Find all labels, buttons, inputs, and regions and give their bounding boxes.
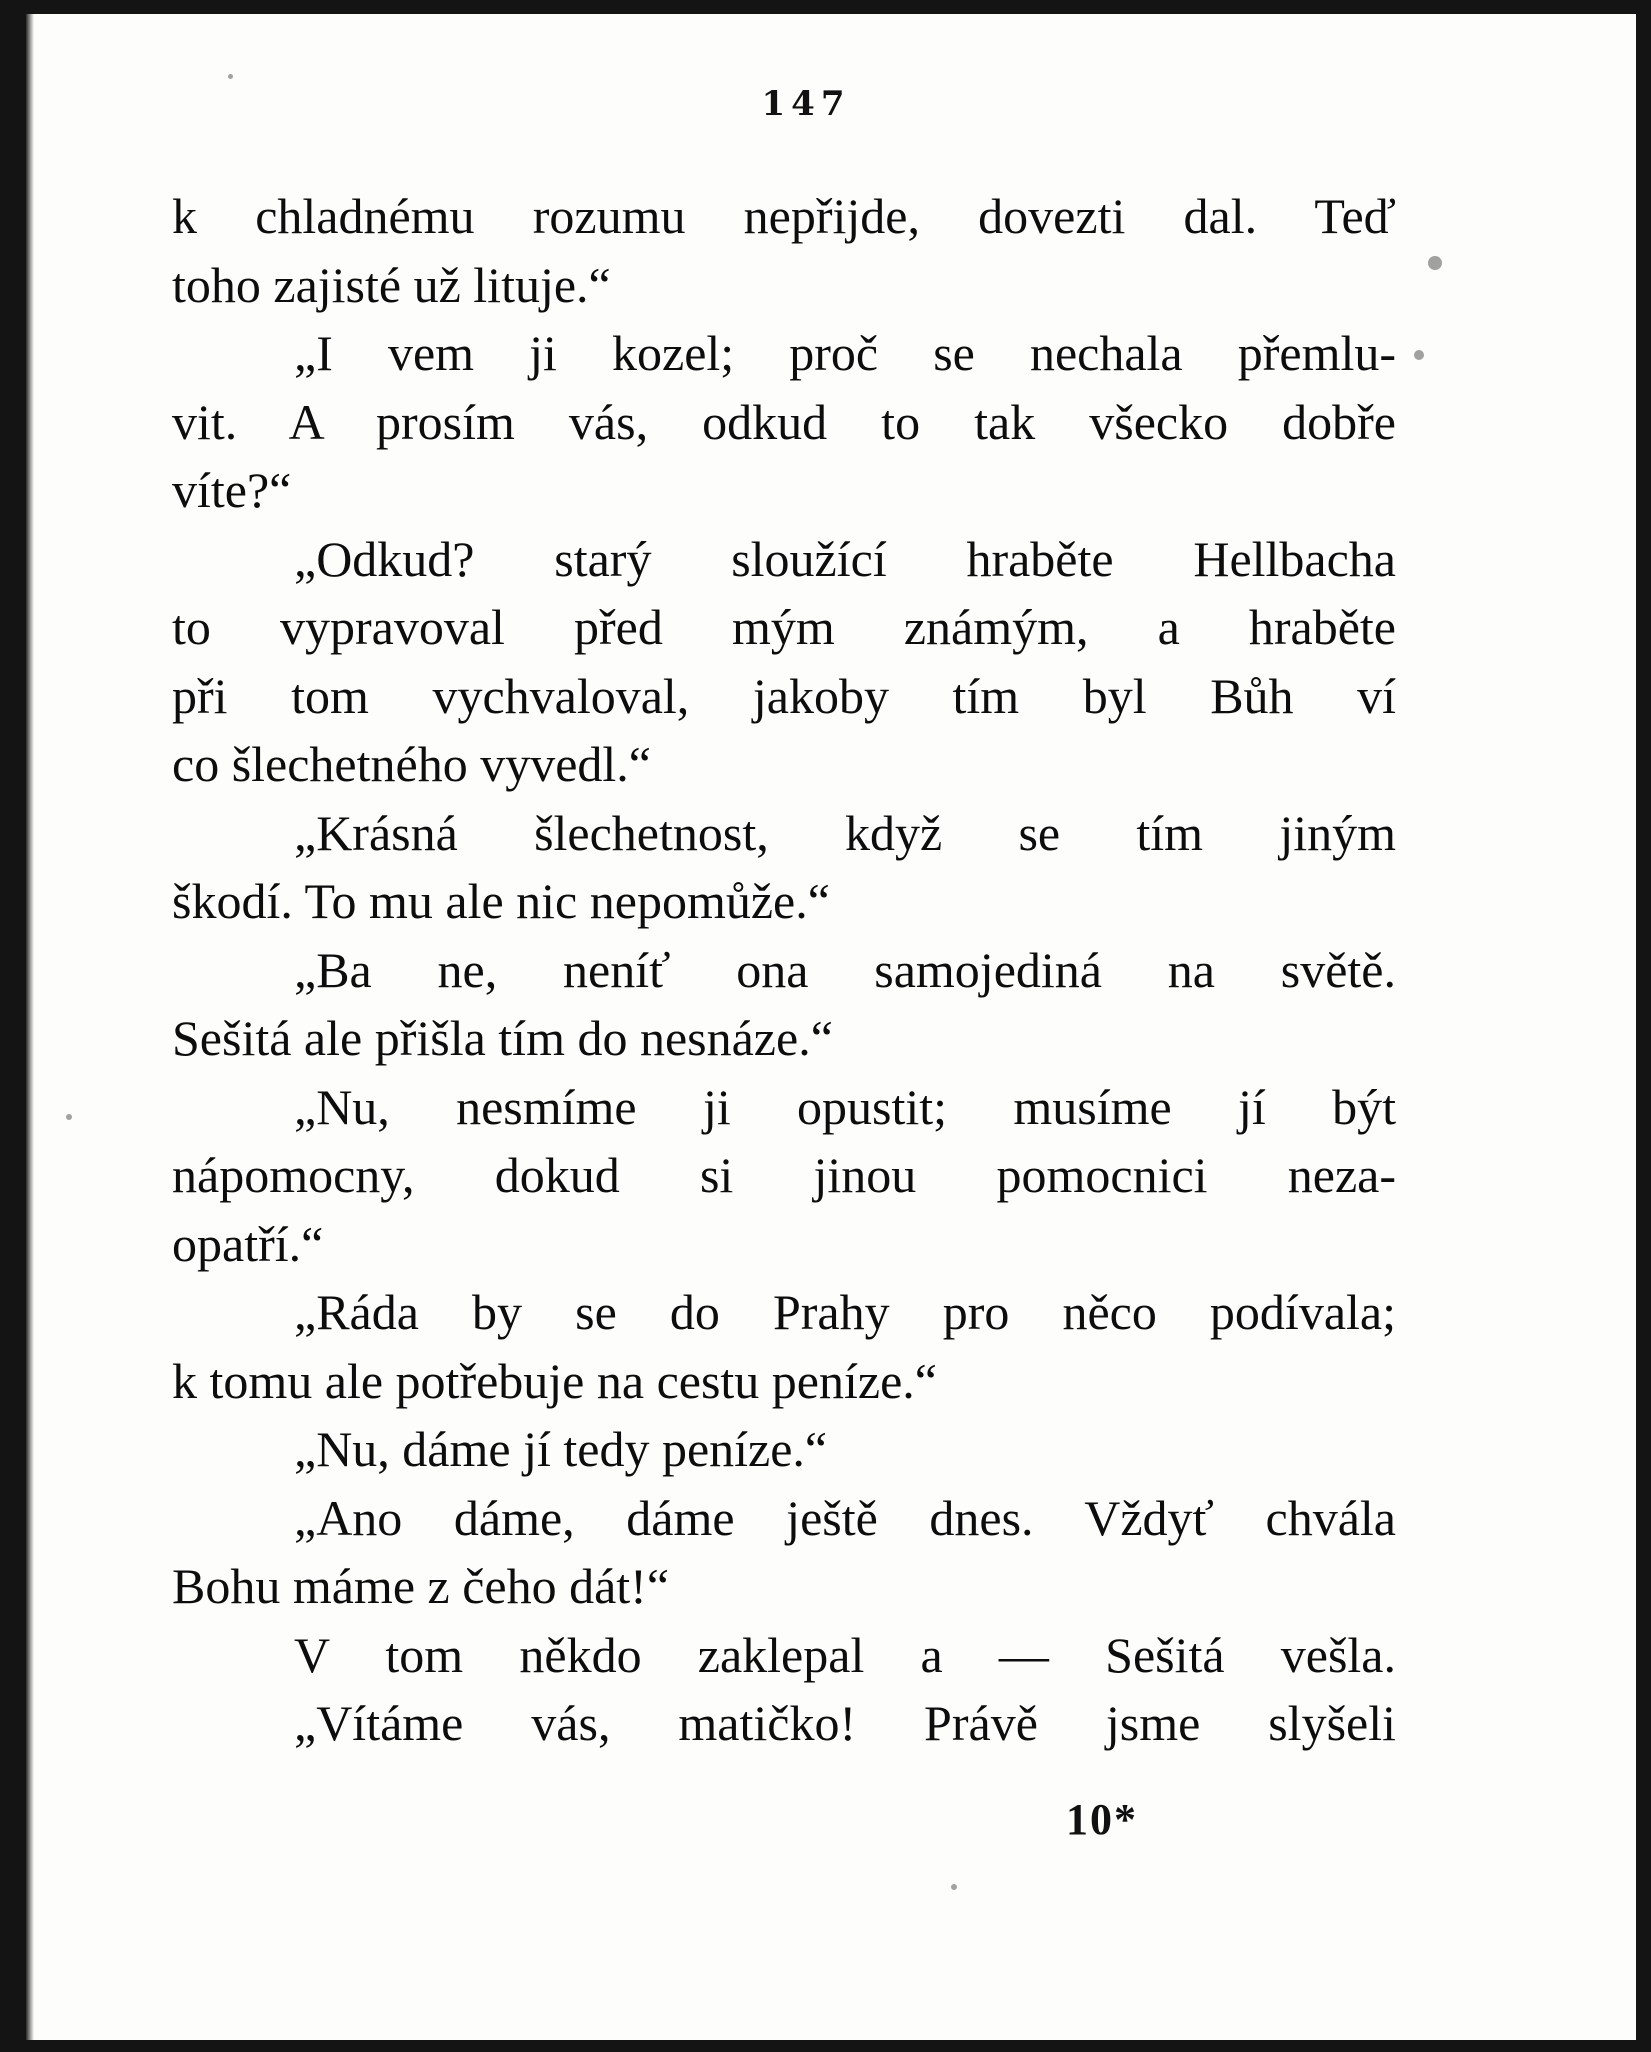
signature-mark: 10* [1066, 1795, 1138, 1844]
text-line-3: „I vem ji kozel; proč se nechala přemlu- [294, 325, 1396, 381]
paper-speck [228, 74, 233, 79]
text-line-22: V tom někdo zaklepal a — Sešitá vešla. [294, 1626, 1396, 1683]
text-line-2: toho zajisté už lituje.“ [172, 256, 611, 313]
text-line-5: víte?“ [172, 462, 292, 518]
text-line-21: Bohu máme z čeho dát!“ [172, 1558, 670, 1614]
text-line-6: „Odkud? starý sloužící hraběte Hellbacha [294, 530, 1396, 587]
body-text [172, 182, 1396, 1758]
text-line-1: k chladnému rozumu nepřijde, dovezti dal. Teď [172, 188, 1396, 244]
text-line-11: škodí. To mu ale nic nepomůže.“ [172, 873, 830, 929]
paper-speck [66, 1114, 72, 1120]
text-line-19: „Nu, dáme jí tedy peníze.“ [294, 1421, 828, 1477]
text-line-9: co šlechetného vyvedl.“ [172, 736, 651, 792]
paper-speck [1428, 256, 1442, 270]
paper-speck [951, 1884, 957, 1890]
paper-speck [1414, 350, 1424, 360]
text-line-18: k tomu ale potřebuje na cestu peníze.“ [172, 1352, 937, 1409]
text-line-23: „Vítáme vás, matičko! Právě jsme slyšeli [294, 1695, 1396, 1751]
text-line-7: to vypravoval před mým známým, a hraběte [172, 599, 1396, 655]
text-line-13: Sešitá ale přišla tím do nesnáze.“ [172, 1010, 833, 1066]
text-line-12: „Ba ne, neníť ona samojediná na světě. [294, 941, 1396, 998]
text-line-4: vit. A prosím vás, odkud to tak všecko dobře [172, 393, 1396, 450]
text-line-10: „Krásná šlechetnost, když se tím jiným [294, 804, 1396, 861]
text-line-15: nápomocny, dokud si jinou pomocnici neza- [172, 1147, 1396, 1203]
book-page [26, 14, 1636, 2040]
text-line-20: „Ano dáme, dáme ještě dnes. Vždyť chvála [294, 1489, 1396, 1546]
text-line-8: při tom vychvaloval, jakoby tím byl Bůh ví [172, 667, 1396, 724]
page-number: 147 [761, 84, 851, 124]
text-line-14: „Nu, nesmíme ji opustit; musíme jí být [294, 1078, 1396, 1135]
text-line-17: „Ráda by se do Prahy pro něco podívala; [294, 1284, 1396, 1340]
text-line-16: opatří.“ [172, 1215, 324, 1272]
